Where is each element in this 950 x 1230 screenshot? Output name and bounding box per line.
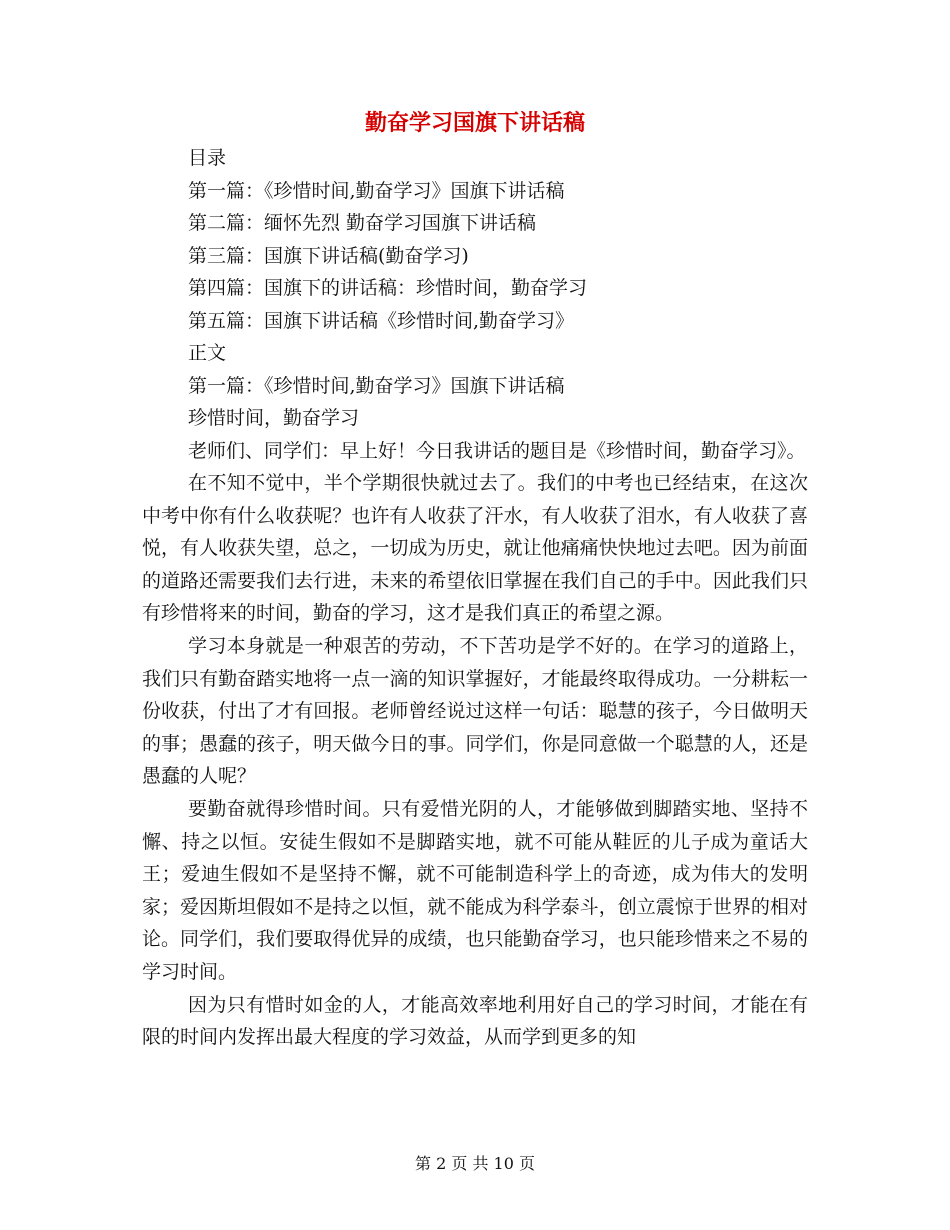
toc-item: 第五篇：国旗下讲话稿《珍惜时间,勤奋学习》 xyxy=(188,309,575,332)
toc-item: 第二篇：缅怀先烈 勤奋学习国旗下讲话稿 xyxy=(188,212,537,234)
speech-title: 珍惜时间，勤奋学习 xyxy=(188,407,360,429)
paragraph: 老师们、同学们：早上好！今日我讲话的题目是《珍惜时间，勤奋学习》。 xyxy=(188,439,806,462)
paragraph: 在不知不觉中，半个学期很快就过去了。我们的中考也已经结束，在这次中考中你有什么收获呢？也许有人收获了汗水，有人收获了泪水，有人收获了喜悦，有人收获失望，总之，一切成为历史，就让他痛痛快快地过去吧。因为前面的道路还需要我们去行进，未来的希望依旧掌握在我们自己的手中。因此我们只有珍惜将来的时间，勤奋的学习，这才是我们真正的希望之源。 xyxy=(142,472,808,625)
toc-item: 第四篇：国旗下的讲话稿：珍惜时间，勤奋学习 xyxy=(188,277,588,299)
document-body xyxy=(142,142,808,1054)
section-title: 第一篇：《珍惜时间,勤奋学习》国旗下讲话稿 xyxy=(188,374,565,397)
paragraph: 要勤奋就得珍惜时间。只有爱惜光阴的人，才能够做到脚踏实地、坚持不懈、持之以恒。安徒生假如不是脚踏实地，就不可能从鞋匠的儿子成为童话大王；爱迪生假如不是坚持不懈，就不可能制造科学上的奇迹，成为伟大的发明家；爱因斯坦假如不是持之以恒，就不能成为科学泰斗，创立震惊于世界的相对论。同学们，我们要取得优异的成绩，也只能勤奋学习，也只能珍惜来之不易的学习时间。 xyxy=(142,798,808,983)
paragraph: 因为只有惜时如金的人，才能高效率地利用好自己的学习时间，才能在有限的时间内发挥出最大程度的学习效益，从而学到更多的知 xyxy=(142,993,808,1049)
page-number: 第 2 页 共 10 页 xyxy=(415,1154,535,1173)
toc-item: 第三篇：国旗下讲话稿(勤奋学习) xyxy=(188,244,469,267)
toc-heading: 目录 xyxy=(188,147,227,169)
body-heading: 正文 xyxy=(188,342,227,364)
paragraph: 学习本身就是一种艰苦的劳动，不下苦功是学不好的。在学习的道路上，我们只有勤奋踏实地将一点一滴的知识掌握好，才能最终取得成功。一分耕耘一份收获，付出了才有回报。老师曾经说过这样一句话：聪慧的孩子，今日做明天的事；愚蠢的孩子，明天做今日的事。同学们，你是同意做一个聪慧的人，还是愚蠢的人呢？ xyxy=(142,635,808,788)
document-title: 勤奋学习国旗下讲话稿 xyxy=(364,111,585,136)
toc-item: 第一篇：《珍惜时间,勤奋学习》国旗下讲话稿 xyxy=(188,179,565,202)
